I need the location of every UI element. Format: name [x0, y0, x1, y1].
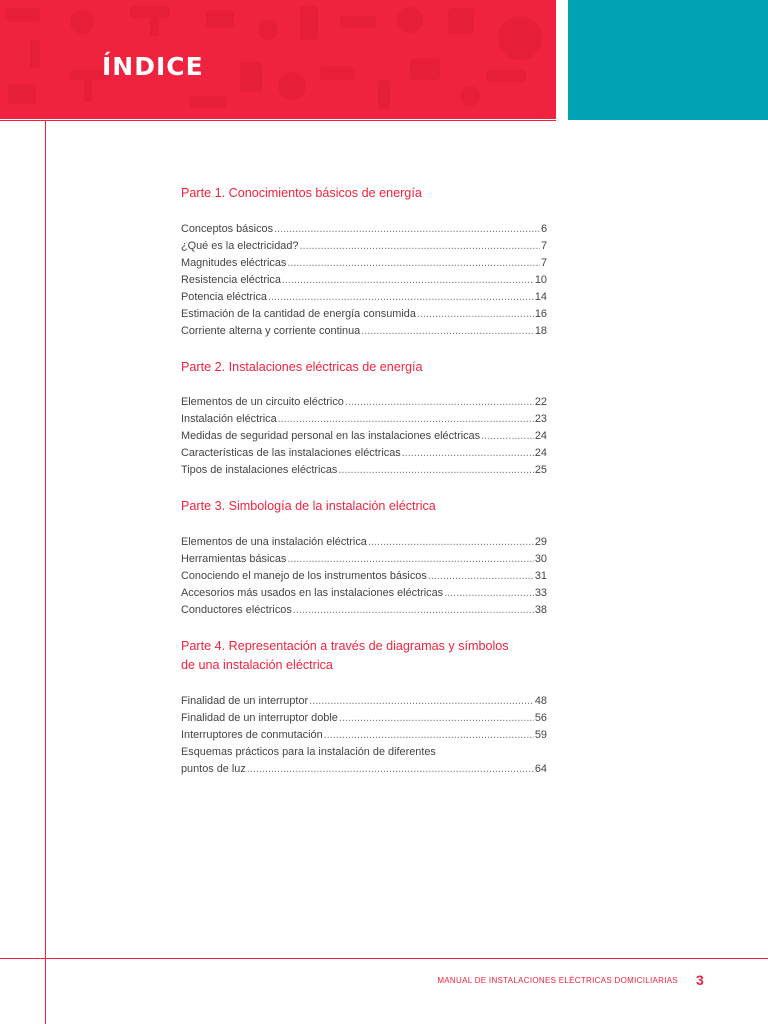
toc-entry[interactable] — [181, 585, 547, 602]
section-title-line: Parte 1. Conocimientos básicos de energía — [181, 186, 422, 200]
dot-leader — [368, 534, 534, 551]
toc-entry-page: 24 — [534, 430, 547, 442]
toc-entry-label: Tipos de instalaciones eléctricas — [181, 464, 338, 476]
toc-entry[interactable] — [181, 289, 547, 306]
toc-entry-label: Conociendo el manejo de los instrumentos básicos — [181, 569, 427, 582]
toc-entry-label: Corriente alterna y corriente continua — [181, 324, 361, 337]
dot-leader — [481, 428, 534, 445]
section-title-line: de una instalación eléctrica — [181, 658, 333, 672]
toc-entry-label: Conceptos básicos — [181, 222, 274, 235]
tools-pattern-icon — [0, 0, 556, 119]
toc-entry-label: Interruptores de conmutación — [181, 728, 323, 741]
header-rule — [0, 120, 556, 121]
toc-entry[interactable] — [181, 238, 547, 255]
toc-entry-page: 31 — [534, 569, 547, 582]
toc-entry-label: Características de las instalaciones eléctricas — [181, 447, 401, 459]
toc-entry-page: 64 — [534, 762, 547, 775]
toc-entry[interactable] — [181, 428, 547, 445]
toc-entry-label: ¿Qué es la electricidad? — [181, 239, 299, 252]
section-title — [181, 637, 547, 676]
toc-entry-label: Finalidad de un interruptor — [181, 694, 309, 707]
dot-leader — [282, 272, 534, 289]
toc-entry[interactable] — [181, 727, 547, 744]
dot-leader — [299, 238, 540, 255]
margin-rule — [45, 120, 46, 1024]
toc-entry-label: Elementos de un circuito eléctrico — [181, 396, 344, 408]
toc-entry[interactable] — [181, 462, 547, 479]
toc-entry-page: 16 — [534, 307, 547, 320]
toc-entry[interactable] — [181, 411, 547, 428]
dot-leader — [324, 727, 534, 744]
toc-entry-page: 56 — [534, 711, 547, 724]
toc-entry-label: Potencia eléctrica — [181, 290, 267, 303]
dot-leader — [274, 221, 540, 238]
dot-leader — [287, 255, 540, 272]
page-number: 3 — [696, 972, 704, 988]
dot-leader — [417, 306, 534, 323]
toc-entry-label: Herramientas básicas — [181, 552, 287, 565]
teal-accent-block — [568, 0, 768, 120]
section-title — [181, 358, 547, 378]
toc-entry[interactable] — [181, 534, 547, 551]
footer-book-title: MANUAL DE INSTALACIONES ELÉCTRICAS DOMICILIARIAS — [437, 976, 678, 985]
section-title-line: Parte 4. Representación a través de diagramas y símbolos — [181, 638, 509, 653]
toc-entry-label: Estimación de la cantidad de energía consumida — [181, 307, 416, 320]
toc-entry-page: 6 — [540, 222, 547, 235]
dot-leader — [345, 394, 534, 411]
toc-entry-label: Accesorios más usados en las instalaciones eléctricas — [181, 586, 444, 599]
dot-leader — [402, 445, 534, 462]
toc-section — [181, 497, 547, 619]
toc-entry[interactable] — [181, 710, 547, 727]
toc-section — [181, 184, 547, 340]
page-title: ÍNDICE — [102, 52, 204, 81]
header-banner — [0, 0, 556, 119]
dot-leader — [278, 411, 534, 428]
toc-section — [181, 358, 547, 480]
dot-leader — [287, 551, 534, 568]
toc-entry-page: 25 — [534, 464, 547, 476]
toc-entry[interactable] — [181, 323, 547, 340]
toc-entry-label: Elementos de una instalación eléctrica — [181, 535, 367, 548]
dot-leader — [339, 710, 534, 727]
toc-entry[interactable] — [181, 306, 547, 323]
toc-entry[interactable] — [181, 602, 547, 619]
toc-entry-page: 23 — [534, 413, 547, 425]
toc-entry-page: 18 — [534, 324, 547, 337]
toc-entry-label: Magnitudes eléctricas — [181, 256, 287, 269]
dot-leader — [361, 323, 534, 340]
toc-entry-page: 7 — [540, 256, 547, 269]
dot-leader — [309, 693, 534, 710]
toc-entry-page: 22 — [534, 396, 547, 408]
toc-entry[interactable] — [181, 551, 547, 568]
toc-entry-label: puntos de luz — [181, 762, 246, 775]
toc-entry[interactable] — [181, 445, 547, 462]
toc-entry[interactable] — [181, 272, 547, 289]
toc-entry[interactable] — [181, 693, 547, 710]
dot-leader — [268, 289, 534, 306]
toc-entry-label: Medidas de seguridad personal en las instalaciones eléctricas — [181, 430, 481, 442]
dot-leader — [247, 761, 534, 778]
toc-entry[interactable] — [181, 221, 547, 238]
dot-leader — [444, 585, 534, 602]
toc-entry-page: 14 — [534, 290, 547, 303]
toc-entry[interactable] — [181, 255, 547, 272]
section-title-line: Parte 3. Simbología de la instalación eléctrica — [181, 499, 436, 513]
dot-leader — [293, 602, 534, 619]
footer-rule — [0, 958, 768, 959]
toc-entry-page: 29 — [534, 535, 547, 548]
toc-entry-label: Finalidad de un interruptor doble — [181, 711, 338, 724]
toc-entry-page: 33 — [534, 586, 547, 599]
toc-entry-page: 38 — [534, 603, 547, 616]
toc-entry-page: 24 — [534, 447, 547, 459]
toc-entry-page: 48 — [534, 694, 547, 707]
toc-entry-page: 10 — [534, 273, 547, 286]
toc-entry-page: 7 — [540, 239, 547, 252]
toc-entry-page: 30 — [534, 552, 547, 565]
toc-entry-page: 59 — [534, 728, 547, 741]
section-title-line: Parte 2. Instalaciones eléctricas de energía — [181, 359, 423, 374]
table-of-contents — [181, 184, 547, 796]
toc-entry[interactable] — [181, 761, 547, 778]
dot-leader — [428, 568, 534, 585]
toc-entry-line: Esquemas prácticos para la instalación de diferentes — [181, 745, 436, 758]
section-title — [181, 184, 547, 204]
section-title — [181, 497, 547, 517]
toc-entry-label: Conductores eléctricos — [181, 603, 292, 616]
toc-section — [181, 637, 547, 778]
toc-entry-label: Instalación eléctrica — [181, 413, 277, 425]
toc-entry[interactable] — [181, 394, 547, 411]
toc-entry-label: Resistencia eléctrica — [181, 273, 281, 286]
dot-leader — [338, 462, 533, 479]
toc-entry[interactable] — [181, 568, 547, 585]
